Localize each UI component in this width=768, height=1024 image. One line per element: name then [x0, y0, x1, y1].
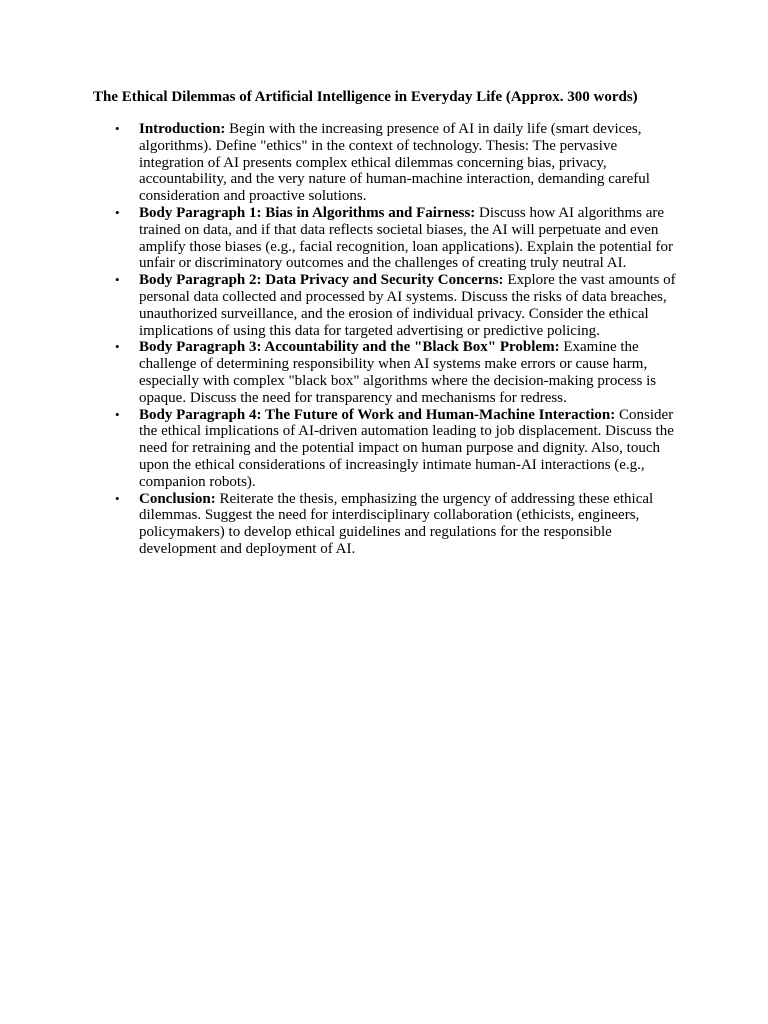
outline-item-body-1 — [115, 204, 679, 272]
outline-item-heading: Body Paragraph 2: Data Privacy and Security Concerns: — [139, 272, 504, 289]
outline-item-introduction — [115, 121, 679, 205]
bullet-icon: • — [115, 121, 120, 136]
bullet-icon: • — [115, 272, 120, 288]
outline-item-text: Begin with the increasing presence of AI in daily life (smart devices, algorithms). Define "ethics" in the context of technology. Thesis: The pervasive integration of AI presents complex ethical dilemmas concerning bias, privacy, accountability, and the very nature of human-machine interaction, demanding careful consideration and proactive solutions. — [139, 121, 650, 205]
bullet-icon: • — [115, 204, 120, 220]
outline-item-heading: Body Paragraph 1: Bias in Algorithms and Fairness: — [139, 204, 476, 221]
outline-item-heading: Body Paragraph 4: The Future of Work and Human-Machine Interaction: — [139, 406, 616, 423]
outline-item-conclusion — [115, 490, 679, 558]
outline-item-heading: Conclusion: — [139, 490, 216, 507]
outline-item-text: Examine the challenge of determining responsibility when AI systems make errors or cause harm, especially with complex "black box" algorithms where the decision-making process is opaque. Discuss the need for transparency and mechanisms for redress. — [139, 339, 657, 406]
document-title: The Ethical Dilemmas of Artificial Intelligence in Everyday Life (Approx. 300 words) — [93, 89, 638, 105]
outline-item-heading: Body Paragraph 3: Accountability and the "Black Box" Problem: — [139, 339, 560, 356]
essay-outline-list — [115, 121, 679, 558]
outline-item-body-4 — [115, 406, 679, 491]
bullet-icon: • — [115, 406, 120, 422]
outline-item-body-3 — [115, 339, 679, 406]
bullet-icon: • — [115, 490, 120, 506]
outline-item-text: Explore the vast amounts of personal data collected and processed by AI systems. Discuss the risks of data breaches, unauthorized surveillance, and the erosion of individual privacy. Consider the ethical implications of using this data for targeted advertising or predictive policing. — [139, 272, 676, 339]
outline-item-text: Discuss how AI algorithms are trained on data, and if that data reflects societal biases, the AI will perpetuate and even amplify those biases (e.g., facial recognition, loan applications). Explain the potential for unfair or discriminatory outcomes and the challenges of creating truly neutral AI. — [139, 204, 674, 272]
outline-item-heading: Introduction: — [139, 121, 226, 137]
outline-item-body-2 — [115, 272, 679, 339]
bullet-icon: • — [115, 339, 120, 355]
outline-item-text: Reiterate the thesis, emphasizing the urgency of addressing these ethical dilemmas. Suggest the need for interdisciplinary collaboration (ethicists, engineers, policymakers) to develop ethical guidelines and regulations for the responsible development and deployment of AI. — [139, 490, 654, 557]
outline-item-text: Consider the ethical implications of AI-driven automation leading to job displacement. Discuss the need for retraining and the potential impact on human purpose and dignity. Also, touch upon the ethical considerations of increasingly intimate human-AI interactions (e.g., companion robots). — [139, 406, 674, 490]
